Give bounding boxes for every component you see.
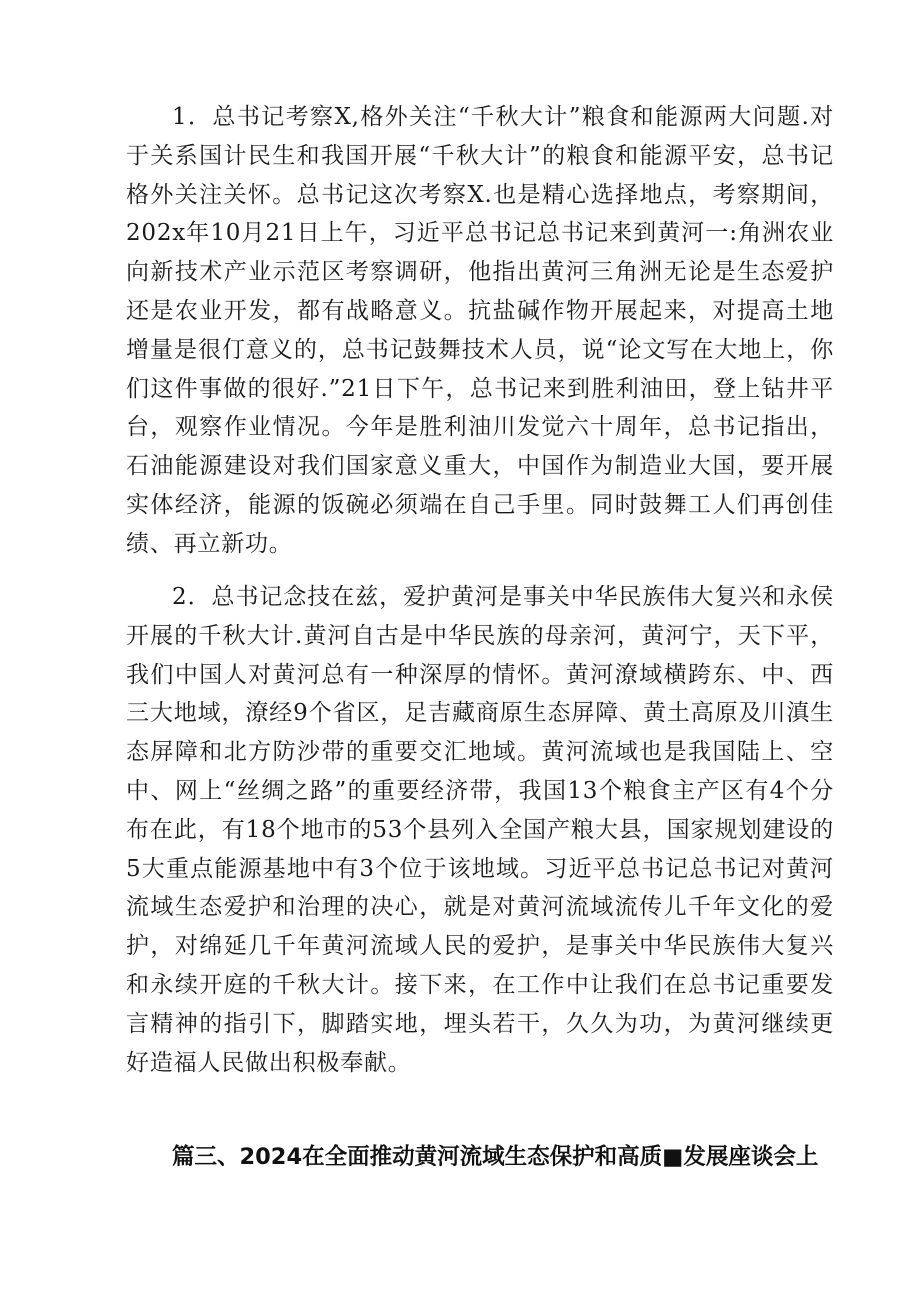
paragraph-1: 1．总书记考察X,格外关注“千秋大计”粮食和能源两大问题.对于关系国计民生和我国开展“千秋大计”的粮食和能源平安，总书记格外关注关怀。总书记这次考察X.也是精心选择地点，考察期间，202x年10月21日上午，习近平总书记总书记来到黄河一:角洲农业向新技术产业示范区考察调研，他指出黄河三角洲无论是生态爱护还是农业开发，都有战略意义。抗盐碱作物开展起来，对提高土地增量是很仃意义的，总书记鼓舞技术人员，说“论文写在大地上，你们这件事做的很好.”21日下午，总书记来到胜利油田，登上钻井平台，观察作业情况。今年是胜利油川发觉六十周年，总书记指出，石油能源建设对我们国家意义重大，中国作为制造业大国，要开展实体经济，能源的饭碗必须端在自己手里。同时鼓舞工人们再创佳绩、再立新功。 xyxy=(126,104,834,557)
paragraph-2: 2．总书记念技在兹，爱护黄河是事关中华民族伟大复兴和永侯开展的千秋大计.黄河自古是中华民族的母亲河，黄河宁，天下平，我们中国人对黄河总有一种深厚的情怀。黄河潦域横跨东、中、西三大地域，潦经9个省区，足吉藏商原生态屏障、黄土高原及川滇生态屏障和北方防沙带的重要交汇地域。黄河流域也是我国陆上、空中、网上“丝绸之路”的重要经济带，我国13个粮食主产区有4个分布在此，有18个地市的53个县列入全国产粮大县，国家规划建设的5大重点能源基地中有3个位于该地域。习近平总书记总书记对黄河流域生态爱护和治理的决心，就是对黄河流域流传儿千年文化的爱护，对绵延几千年黄河流域人民的爱护，是事关中华民族伟大复兴和永续开庭的千秋大计。接下来，在工作中让我们在总书记重要发言精神的指引下，脚踏实地，埋头若干，久久为功，为黄河继续更好造福人民做出积极奉献。 xyxy=(126,584,834,1076)
section-heading: 篇三、2024在全面推动黄河流域生态保护和高质■发展座谈会上 xyxy=(172,1144,819,1170)
